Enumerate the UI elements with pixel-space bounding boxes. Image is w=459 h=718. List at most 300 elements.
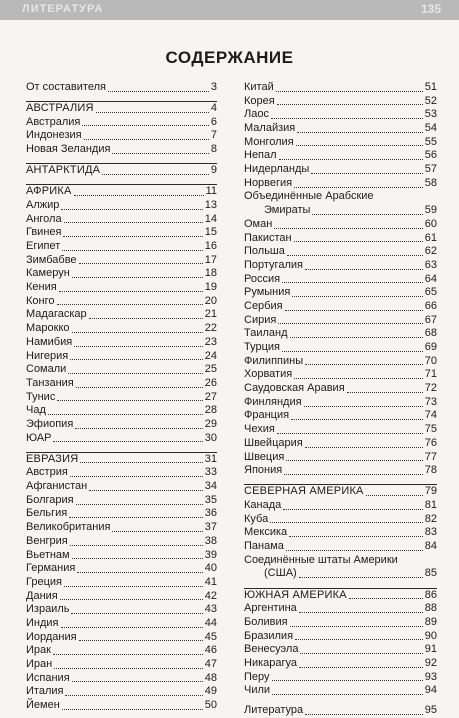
dot-leader xyxy=(305,714,423,715)
toc-entry xyxy=(244,355,437,369)
toc-entry-title: Аргентина xyxy=(244,602,297,615)
toc-entry xyxy=(244,245,437,259)
toc-entry-page: 36 xyxy=(204,507,217,520)
toc-entry-title: ЮЖНАЯ АМЕРИКА xyxy=(244,588,347,601)
toc-entry-page: 29 xyxy=(204,417,217,430)
dot-leader xyxy=(290,626,423,627)
toc-entry-page: 25 xyxy=(204,363,217,376)
toc-entry-title: Литература xyxy=(244,704,304,717)
toc-entry xyxy=(26,685,217,699)
toc-entry xyxy=(244,567,437,581)
toc-entry-title: Швейцария xyxy=(244,436,303,449)
toc-entry-page: 69 xyxy=(424,341,437,354)
toc-entry-title: Вьетнам xyxy=(26,548,70,561)
toc-entry-page: 8 xyxy=(210,143,217,156)
toc-entry-title: АФРИКА xyxy=(26,185,72,198)
toc-entry-page: 37 xyxy=(204,521,217,534)
toc-entry-page: 7 xyxy=(210,129,217,142)
toc-entry xyxy=(244,314,437,328)
toc-entry-title: Австрия xyxy=(26,466,68,479)
toc-entry xyxy=(244,451,437,465)
dot-leader xyxy=(284,474,423,475)
toc-entry-title: Сербия xyxy=(244,299,283,312)
toc-entry-page: 17 xyxy=(204,253,217,266)
toc-entry xyxy=(244,232,437,246)
toc-entry-title: Никарагуа xyxy=(244,656,298,669)
toc-entry-title: Индия xyxy=(26,616,59,629)
dot-leader xyxy=(65,695,202,696)
toc-entry-title: Саудовская Аравия xyxy=(244,382,345,395)
toc-entry xyxy=(26,295,217,309)
toc-entry xyxy=(244,513,437,527)
toc-entry-title: Сомали xyxy=(26,363,67,376)
toc-entry xyxy=(244,108,437,122)
toc-entry-title: СЕВЕРНАЯ АМЕРИКА xyxy=(244,485,364,498)
toc-entry-title: Намибия xyxy=(26,335,73,348)
toc-entry-title: Афганистан xyxy=(26,480,88,493)
toc-entry-page: 77 xyxy=(424,450,437,463)
toc-entry-title: Италия xyxy=(26,685,64,698)
toc-column-left xyxy=(26,81,217,713)
toc-entry-title: Панама xyxy=(244,540,284,553)
toc-entry-page: 76 xyxy=(424,436,437,449)
dot-leader xyxy=(290,337,423,338)
toc-entry-page: 39 xyxy=(204,548,217,561)
dot-leader xyxy=(311,173,422,174)
toc-entry-page: 73 xyxy=(424,395,437,408)
dot-leader xyxy=(304,406,423,407)
toc-entry-title: Дания xyxy=(26,589,58,602)
toc-column-right xyxy=(244,81,437,718)
toc-entry-page: 59 xyxy=(424,204,437,217)
toc-entry-page: 26 xyxy=(204,376,217,389)
toc-entry-page: 49 xyxy=(204,685,217,698)
toc-entry-title: Непал xyxy=(244,149,277,162)
dot-leader xyxy=(102,174,209,175)
toc-entry-page: 21 xyxy=(204,308,217,321)
dot-leader xyxy=(287,255,423,256)
toc-entry-title: Канада xyxy=(244,499,282,511)
toc-entry xyxy=(244,616,437,630)
toc-entry-page: 81 xyxy=(424,499,437,511)
dot-leader xyxy=(72,277,203,278)
toc-entry-page: 83 xyxy=(424,526,437,539)
toc-entry-page: 55 xyxy=(424,135,437,148)
toc-entry xyxy=(244,423,437,437)
dot-leader xyxy=(278,323,422,324)
toc-entry-page: 46 xyxy=(204,644,217,657)
toc-entry xyxy=(244,341,437,355)
toc-entry-title: Алжир xyxy=(26,198,60,211)
toc-entry xyxy=(26,267,217,281)
toc-entry-page: 71 xyxy=(424,368,437,381)
toc-section-heading xyxy=(244,588,437,603)
toc-entry-title: Сирия xyxy=(244,313,277,326)
dot-leader xyxy=(70,545,203,546)
toc-entry-title: Лаос xyxy=(244,108,269,121)
dot-leader xyxy=(70,476,203,477)
dot-leader xyxy=(62,709,203,710)
toc-entry-page: 22 xyxy=(204,322,217,335)
toc-entry-page: 60 xyxy=(424,217,437,230)
dot-leader xyxy=(64,222,203,223)
toc-entry xyxy=(244,136,437,150)
toc-entry-title: Греция xyxy=(26,575,62,588)
toc-entry xyxy=(26,281,217,295)
toc-entry xyxy=(244,671,437,685)
toc-entry xyxy=(244,163,437,177)
toc-entry-page: 91 xyxy=(424,643,437,656)
toc-entry-page: 41 xyxy=(204,575,217,588)
toc-entry xyxy=(26,129,217,143)
toc-entry xyxy=(244,499,437,513)
dot-leader xyxy=(289,536,423,537)
dot-leader xyxy=(277,433,423,434)
toc-entry-title: Китай xyxy=(244,80,274,93)
page-title: СОДЕРЖАНИЕ xyxy=(165,48,294,67)
toc-entry-title: Соединённые штаты Америки xyxy=(244,553,398,566)
toc-entry-page: 85 xyxy=(424,567,437,580)
dot-leader xyxy=(74,346,203,347)
toc-entry-title: Португалия xyxy=(244,258,303,271)
toc-entry-title: Чад xyxy=(26,404,46,417)
toc-section-heading xyxy=(26,452,217,467)
dot-leader xyxy=(299,667,423,668)
toc-entry-page: 74 xyxy=(424,409,437,422)
toc-entry-title: Эфиопия xyxy=(26,417,74,430)
toc-entry-title: Нигерия xyxy=(26,349,69,362)
toc-entry-title: Ангола xyxy=(26,212,62,225)
dot-leader xyxy=(75,428,202,429)
toc-entry-page: 4 xyxy=(210,102,217,115)
toc-entry xyxy=(244,327,437,341)
dot-leader xyxy=(96,112,209,113)
toc-entry xyxy=(244,410,437,424)
toc-entry-title: Израиль xyxy=(26,603,70,616)
toc-entry-page: 75 xyxy=(424,423,437,436)
toc-entry-page: 95 xyxy=(424,704,437,717)
toc-entry-page: 23 xyxy=(204,335,217,348)
toc-entry-page: 92 xyxy=(424,656,437,669)
toc-entry xyxy=(244,204,437,218)
toc-entry-page: 11 xyxy=(205,185,217,198)
toc-entry-page: 54 xyxy=(424,122,437,135)
toc-section-heading xyxy=(26,163,217,178)
toc-entry-page: 6 xyxy=(210,115,217,128)
dot-leader xyxy=(294,187,423,188)
toc-entry-title: Мадагаскар xyxy=(26,308,87,321)
toc-entry-title: Гвинея xyxy=(26,226,62,239)
toc-entry-title: Ирак xyxy=(26,644,51,657)
toc-entry-title: Бразилия xyxy=(244,629,294,642)
toc-entry xyxy=(26,363,217,377)
toc-entry-page: 47 xyxy=(204,658,217,671)
dot-leader xyxy=(305,269,423,270)
toc-entry-page: 63 xyxy=(424,258,437,271)
toc-entry-title: (США) xyxy=(264,567,297,580)
dot-leader xyxy=(277,104,423,105)
toc-entry-title: От составителя xyxy=(26,80,106,93)
toc-entry xyxy=(244,273,437,287)
toc-entry xyxy=(244,382,437,396)
toc-entry-page: 44 xyxy=(204,616,217,629)
toc-entry-title: Хорватия xyxy=(244,368,293,381)
toc-entry xyxy=(26,81,217,95)
dot-leader xyxy=(61,627,203,628)
dot-leader xyxy=(57,400,202,401)
dot-leader xyxy=(68,373,202,374)
toc-entry-title: Зимбабве xyxy=(26,253,77,266)
dot-leader xyxy=(54,668,203,669)
toc-entry xyxy=(26,494,217,508)
toc-entry xyxy=(244,554,437,568)
toc-entry-title: Таиланд xyxy=(244,327,288,340)
dot-leader xyxy=(279,159,423,160)
dot-leader xyxy=(285,310,423,311)
dot-leader xyxy=(72,558,203,559)
toc-entry-page: 48 xyxy=(204,671,217,684)
toc-entry-title: Великобритания xyxy=(26,521,111,534)
toc-entry-page: 18 xyxy=(204,267,217,280)
toc-entry-title: Иран xyxy=(26,658,53,671)
toc-entry xyxy=(244,630,437,644)
toc-entry xyxy=(26,549,217,563)
toc-entry-title: Эмираты xyxy=(264,204,311,217)
dot-leader xyxy=(77,572,202,573)
toc-entry-page: 34 xyxy=(204,480,217,493)
toc-entry-title: Нидерланды xyxy=(244,163,310,176)
toc-entry xyxy=(244,643,437,657)
dot-leader xyxy=(270,522,423,523)
toc-entry-title: Норвегия xyxy=(244,176,293,189)
toc-entry xyxy=(26,617,217,631)
toc-entry-page: 3 xyxy=(210,80,217,93)
toc-entry xyxy=(244,218,437,232)
toc-entry xyxy=(244,286,437,300)
toc-entry-page: 62 xyxy=(424,245,437,258)
toc-entry xyxy=(244,300,437,314)
dot-leader xyxy=(349,598,423,599)
toc-entry-title: Камерун xyxy=(26,267,70,280)
dot-leader xyxy=(61,209,202,210)
toc-entry xyxy=(26,116,217,130)
dot-leader xyxy=(294,241,423,242)
dot-leader xyxy=(296,145,423,146)
toc-entry xyxy=(26,480,217,494)
toc-entry-page: 35 xyxy=(204,493,217,506)
toc-entry-title: Филиппины xyxy=(244,354,304,367)
toc-entry-title: Австралия xyxy=(26,115,81,128)
toc-entry xyxy=(244,526,437,540)
toc-entry-page: 50 xyxy=(204,699,217,712)
toc-entry-page: 82 xyxy=(424,512,437,525)
dot-leader xyxy=(74,195,204,196)
toc-entry-title: Перу xyxy=(244,670,270,683)
toc-entry-title: Марокко xyxy=(26,322,70,335)
toc-entry-title: Куба xyxy=(244,512,269,525)
dot-leader xyxy=(48,414,203,415)
toc-entry-title: Объединённые Арабские xyxy=(244,190,374,203)
toc-entry-page: 52 xyxy=(424,94,437,107)
toc-entry-title: Танзания xyxy=(26,376,74,389)
toc-entry-page: 31 xyxy=(204,452,217,465)
dot-leader xyxy=(82,125,209,126)
dot-leader xyxy=(300,653,422,654)
toc-entry xyxy=(26,418,217,432)
dot-leader xyxy=(57,304,203,305)
dot-leader xyxy=(366,495,423,496)
toc-entry xyxy=(26,308,217,322)
toc-entry xyxy=(244,259,437,273)
toc-entry-page: 90 xyxy=(424,629,437,642)
dot-leader xyxy=(70,359,203,360)
dot-leader xyxy=(69,517,203,518)
toc-entry xyxy=(26,143,217,157)
toc-entry-page: 94 xyxy=(424,684,437,697)
toc-entry xyxy=(26,508,217,522)
toc-entry-page: 14 xyxy=(204,212,217,225)
toc-entry xyxy=(26,226,217,240)
toc-entry-page: 24 xyxy=(204,349,217,362)
toc-entry-page: 67 xyxy=(424,313,437,326)
toc-entry xyxy=(26,631,217,645)
dot-leader xyxy=(72,681,203,682)
dot-leader xyxy=(62,250,203,251)
toc-entry-title: Франция xyxy=(244,409,290,422)
dot-leader xyxy=(282,351,423,352)
toc-entry-page: 78 xyxy=(424,464,437,477)
toc-entry xyxy=(26,254,217,268)
toc-entry xyxy=(244,396,437,410)
dot-leader xyxy=(299,577,423,578)
toc-entry-page: 89 xyxy=(424,615,437,628)
dot-leader xyxy=(64,586,203,587)
toc-section-heading xyxy=(26,184,217,199)
toc-entry xyxy=(244,95,437,109)
toc-entry-page: 65 xyxy=(424,286,437,299)
toc-entry-title: Пакистан xyxy=(244,231,292,244)
dot-leader xyxy=(79,263,203,264)
toc-entry-title: Финляндия xyxy=(244,395,302,408)
toc-entry xyxy=(26,644,217,658)
toc-entry-title: Бельгия xyxy=(26,507,68,520)
toc-entry xyxy=(26,240,217,254)
dot-leader xyxy=(76,387,203,388)
toc-entry xyxy=(26,213,217,227)
toc-entry-title: Конго xyxy=(26,294,55,307)
toc-entry-title: Чили xyxy=(244,684,271,697)
dot-leader xyxy=(84,139,209,140)
toc-entry-title: Корея xyxy=(244,94,275,107)
toc-entry xyxy=(26,350,217,364)
dot-leader xyxy=(347,392,423,393)
toc-entry-title: Египет xyxy=(26,240,61,253)
dot-leader xyxy=(305,447,423,448)
toc-entry-title: АНТАРКТИДА xyxy=(26,164,101,177)
toc-entry xyxy=(26,336,217,350)
dot-leader xyxy=(272,680,423,681)
dot-leader xyxy=(89,490,203,491)
dot-leader xyxy=(272,694,423,695)
toc-entry-page: 57 xyxy=(424,163,437,176)
dot-leader xyxy=(271,118,423,119)
toc-entry xyxy=(26,521,217,535)
dot-leader xyxy=(71,613,202,614)
dot-leader xyxy=(305,364,423,365)
dot-leader xyxy=(72,332,203,333)
toc-entry-page: 33 xyxy=(204,466,217,479)
toc-entry-title: Боливия xyxy=(244,615,288,628)
toc-entry-page: 9 xyxy=(210,164,217,177)
toc-entry xyxy=(26,466,217,480)
toc-entry-title: Малайзия xyxy=(244,122,296,135)
dot-leader xyxy=(79,640,203,641)
toc-entry-title: Румыния xyxy=(244,286,291,299)
toc-entry-page: 88 xyxy=(424,602,437,615)
dot-leader xyxy=(283,509,422,510)
toc-entry-page: 61 xyxy=(424,231,437,244)
toc-entry-title: Кения xyxy=(26,281,57,294)
dot-leader xyxy=(60,599,203,600)
toc-entry-page: 93 xyxy=(424,670,437,683)
toc-entry-page: 20 xyxy=(204,294,217,307)
toc-entry-title: Россия xyxy=(244,272,281,285)
dot-leader xyxy=(299,612,423,613)
toc-entry xyxy=(26,404,217,418)
toc-entry-page: 38 xyxy=(204,534,217,547)
toc-entry-page: 27 xyxy=(204,390,217,403)
toc-entry-title: Швеция xyxy=(244,450,285,463)
toc-entry-page: 42 xyxy=(204,589,217,602)
toc-entry-page: 16 xyxy=(204,240,217,253)
dot-leader xyxy=(112,531,202,532)
dot-leader xyxy=(53,441,202,442)
toc-entry xyxy=(26,535,217,549)
dot-leader xyxy=(59,291,203,292)
toc-entry-page: 72 xyxy=(424,382,437,395)
toc-entry-page: 53 xyxy=(424,108,437,121)
toc-entry xyxy=(26,603,217,617)
dot-leader xyxy=(286,550,423,551)
toc-entry xyxy=(26,377,217,391)
dot-leader xyxy=(312,214,422,215)
toc-entry xyxy=(244,540,437,554)
toc-entry-page: 58 xyxy=(424,176,437,189)
toc-entry-page: 15 xyxy=(204,226,217,239)
toc-entry-title: Йемен xyxy=(26,699,60,712)
running-header xyxy=(0,0,459,20)
toc-entry-title: АВСТРАЛИЯ xyxy=(26,102,94,115)
toc-entry xyxy=(26,699,217,713)
dot-leader xyxy=(108,91,209,92)
toc-entry xyxy=(26,672,217,686)
toc-entry-title: Тунис xyxy=(26,390,56,403)
toc-entry-title: ЮАР xyxy=(26,431,52,444)
dot-leader xyxy=(276,91,423,92)
toc-entry xyxy=(26,432,217,446)
dot-leader xyxy=(291,419,423,420)
running-title: ЛИТЕРАТУРА xyxy=(22,3,104,15)
toc-entry-title: Япония xyxy=(244,464,283,477)
toc-entry xyxy=(26,199,217,213)
toc-entry xyxy=(26,658,217,672)
toc-entry-title: Чехия xyxy=(244,423,275,436)
toc-entry xyxy=(244,684,437,698)
dot-leader xyxy=(80,462,202,463)
toc-entry-title: Индонезия xyxy=(26,129,82,142)
toc-entry-page: 51 xyxy=(424,80,437,93)
toc-entry-page: 28 xyxy=(204,404,217,417)
